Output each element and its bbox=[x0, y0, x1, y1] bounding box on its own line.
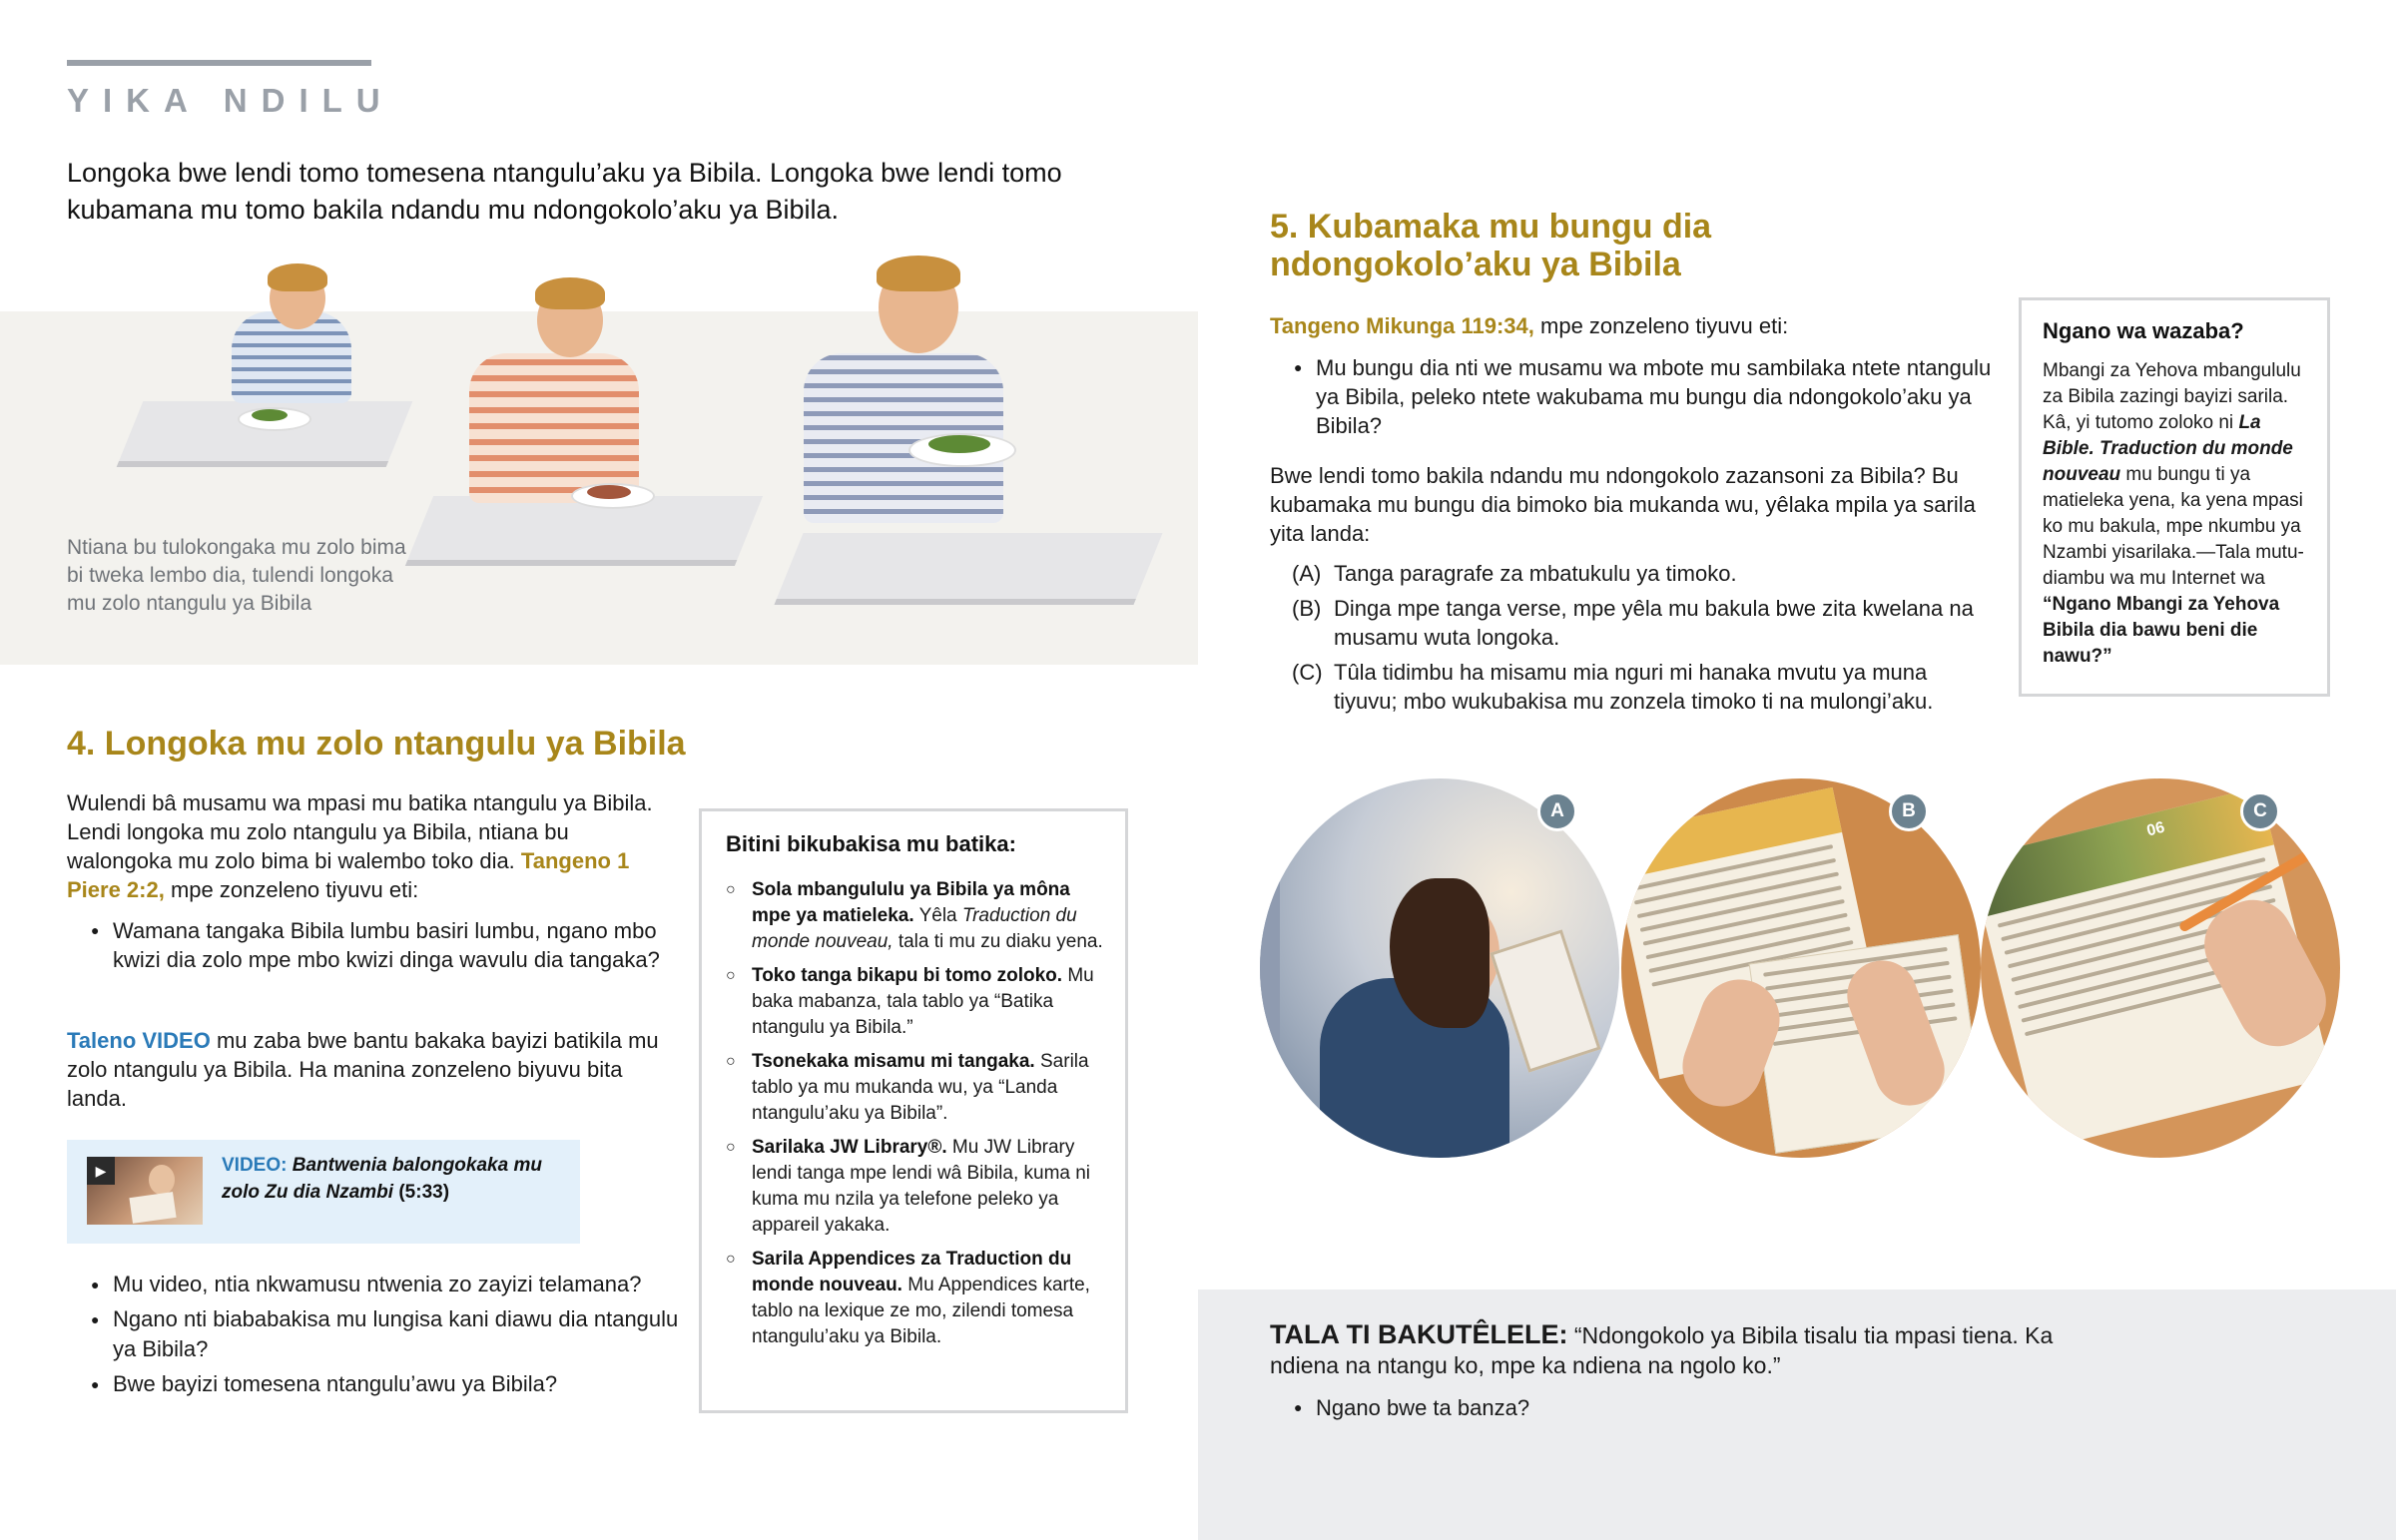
train-pole bbox=[1260, 778, 1280, 1158]
food-3 bbox=[928, 435, 990, 453]
video-card[interactable] bbox=[67, 1140, 580, 1244]
tips-list bbox=[726, 877, 1105, 1358]
tip-item bbox=[726, 963, 1105, 1041]
question-item: ● Ngano nti biababakisa mu lungisa kani diawu dia ntangulu ya Bibila? bbox=[67, 1304, 706, 1364]
tip-heading: Sola mbangululu ya Bibila ya môna mpe ya matieleka. bbox=[752, 879, 1070, 926]
lesson-number: 06 bbox=[2144, 818, 2167, 840]
tala-text bbox=[1270, 1319, 2069, 1380]
section-4-video-text bbox=[67, 1026, 666, 1113]
tip-heading: Sarilaka JW Library®. bbox=[752, 1137, 947, 1158]
video-thumbnail[interactable] bbox=[87, 1157, 203, 1225]
tip-text: Mu JW Library lendi tanga mpe lendi wâ Bibila, kuma ni kuma mu nzila ya telefone peleko ya appareil yakaka. bbox=[752, 1137, 1091, 1236]
step-text: Dinga mpe tanga verse, mpe yêla mu bakula bwe zita kwelana na musamu wuta longoka. bbox=[1334, 596, 1974, 650]
circle-b-bible-open bbox=[1621, 778, 1981, 1158]
video-prefix: VIDEO: bbox=[222, 1155, 288, 1176]
tala-quote: “Ndongokolo ya Bibila tisalu tia mpasi tiena. Ka ndiena na ntangu ko, mpe ka ndiena na ngolo ko.” bbox=[1270, 1322, 2054, 1378]
step-item bbox=[1292, 658, 1991, 716]
step-text: Tanga paragrafe za mbatukulu ya timoko. bbox=[1334, 561, 1737, 586]
badge-b: B bbox=[1889, 791, 1929, 831]
tip-text-tail: tala ti mu zu diaku yena. bbox=[893, 931, 1103, 952]
tip-heading: Tsonekaka misamu mi tangaka. bbox=[752, 1051, 1035, 1072]
tips-title: Bitini bikubakisa mu batika: bbox=[726, 831, 1016, 856]
illustration-caption: Ntiana bu tulokongaka mu zolo bima bi tweka lembo dia, tulendi longoka mu zolo ntangulu ya Bibila bbox=[67, 536, 406, 615]
circle-a-reading bbox=[1260, 778, 1619, 1158]
tala-bullet bbox=[1270, 1393, 1969, 1422]
play-icon[interactable]: ▶ bbox=[87, 1157, 115, 1185]
boy-3-hair bbox=[877, 256, 960, 291]
section-4-body-text: Wulendi bâ musamu wa mpasi mu batika ntangulu ya Bibila. Lendi longoka mu zolo ntangulu ya Bibila, ntiana bu walongoka mu zolo bima bi walembo toko dia. bbox=[67, 790, 653, 873]
circle-c-marking bbox=[1981, 778, 2340, 1158]
boy-2-hair bbox=[535, 277, 605, 309]
tip-item bbox=[726, 877, 1105, 955]
badge-a: A bbox=[1537, 791, 1577, 831]
step-key: (C) bbox=[1292, 660, 1323, 685]
section-5-title: 5. Kubamaka mu bungu dia ndongokolo’aku ya Bibila bbox=[1270, 208, 1712, 283]
tip-heading: Sarila Appendices za Traduction du monde nouveau. bbox=[752, 1249, 1072, 1295]
video-duration: (5:33) bbox=[398, 1182, 450, 1203]
section-4-title: 4. Longoka mu zolo ntangulu ya Bibila bbox=[67, 725, 686, 763]
tips-box bbox=[699, 808, 1128, 1413]
section-5-bullet bbox=[1270, 353, 2009, 440]
sidebar-text-b: mu bungu ti ya matieleka yena, ka yena mpasi ko mu bakula, mpe nkumbu ya Nzambi yisarilaka.—Tala mutu-diambu wa mu Internet wa bbox=[2043, 464, 2304, 589]
section-4-body-tail: mpe zonzeleno tiyuvu eti: bbox=[164, 877, 419, 902]
step-text: Tûla tidimbu ha misamu mia nguri mi hanaka mvutu ya muna tiyuvu; mbo wukubakisa mu zonzela timoko ti na mulongi’aku. bbox=[1334, 660, 1934, 714]
badge-c: C bbox=[2240, 791, 2280, 831]
scripture-link[interactable]: Tangeno Mikunga 119:34, bbox=[1270, 313, 1534, 338]
some-people-say-panel bbox=[1198, 1289, 2396, 1540]
tip-item bbox=[726, 1247, 1105, 1350]
bullet-item: ● Ngano bwe ta banza? bbox=[1270, 1393, 1969, 1422]
tip-item bbox=[726, 1049, 1105, 1127]
tip-text: Yêla bbox=[913, 905, 962, 926]
section-label: YIKA NDILU bbox=[67, 82, 394, 119]
intro-text: Longoka bwe lendi tomo tomesena ntangulu’aku ya Bibila. Longoka bwe lendi tomo kubamana mu tomo bakila ndandu mu ndongokolo’aku ya Bibila. bbox=[67, 158, 1062, 225]
article-link[interactable]: “Ngano Mbangi za Yehova Bibila dia bawu beni die nawu?” bbox=[2043, 594, 2280, 667]
video-title-text: Bantwenia balongokaka mu zolo Zu dia Nzambi bbox=[222, 1155, 542, 1203]
tip-item bbox=[726, 1135, 1105, 1239]
boy-2-shirt bbox=[469, 353, 639, 503]
bullet-item: ● Mu bungu dia nti we musamu wa mbote mu sambilaka ntete ntangulu ya Bibila, peleko ntete wakubama mu bungu dia ndongokolo’aku ya Bibila? bbox=[1270, 353, 2009, 440]
table-2 bbox=[405, 496, 763, 566]
food-2 bbox=[587, 485, 631, 499]
table-3 bbox=[774, 533, 1162, 605]
tala-label: TALA TI BAKUTÊLELE: bbox=[1270, 1319, 1568, 1349]
discussion-questions bbox=[67, 1270, 706, 1404]
did-you-know-box bbox=[2019, 297, 2330, 697]
section-5-paragraph: Bwe lendi tomo bakila ndandu mu ndongokolo zazansoni za Bibila? Bu kubamaka mu bungu dia bimoko bia mukanda wu, yêlaka mpila ya sarila yita landa: bbox=[1270, 463, 1976, 546]
question-item: ● Bwe bayizi tomesena ntangulu’awu ya Bibila? bbox=[67, 1369, 706, 1399]
sidebar-title: Ngano wa wazaba? bbox=[2043, 318, 2244, 343]
header-rule bbox=[67, 60, 371, 66]
food-1 bbox=[252, 409, 288, 421]
section-4-body bbox=[67, 788, 666, 904]
section-5-read-tail: mpe zonzeleno tiyuvu eti: bbox=[1533, 313, 1789, 338]
tip-text: Mu Appendices karte, tablo na lexique ze mo, zilendi tomesa ntangulu’aku ya Bibila. bbox=[752, 1275, 1090, 1347]
tip-text: Sarila tablo ya mu mukanda wu, ya “Landa ntangulu’aku ya Bibila”. bbox=[752, 1051, 1089, 1124]
scripture-link[interactable]: Tangeno 1 Piere 2:2, bbox=[67, 848, 630, 902]
tip-heading: Toko tanga bikapu bi tomo zoloko. bbox=[752, 965, 1063, 986]
bullet-item: ● Wamana tangaka Bibila lumbu basiri lumbu, ngano mbo kwizi dia zolo mpe mbo kwizi dinga wavulu dia tangaka? bbox=[67, 916, 666, 974]
boy-1-hair bbox=[268, 263, 327, 291]
bible-title: La Bible. Traduction du monde nouveau bbox=[2043, 412, 2293, 485]
sidebar-text-a: Mbangi za Yehova mbangululu za Bibila zazingi bayizi sarila. Kâ, yi tutomo zoloko ni bbox=[2043, 360, 2301, 433]
video-text-tail: mu zaba bwe bantu bakaka bayizi batikila mu zolo ntangulu ya Bibila. Ha manina zonzeleno biyuvu bita landa. bbox=[67, 1028, 659, 1111]
book-in-hand bbox=[129, 1192, 176, 1224]
step-key: (B) bbox=[1292, 596, 1322, 621]
video-title[interactable] bbox=[222, 1152, 571, 1206]
section-5-read bbox=[1270, 311, 2009, 340]
study-steps bbox=[1292, 559, 1991, 722]
tip-italic: Traduction du monde nouveau, bbox=[752, 905, 1077, 952]
step-item bbox=[1292, 594, 1991, 652]
question-item: ● Mu video, ntia nkwamusu ntwenia zo zayizi telamana? bbox=[67, 1270, 706, 1299]
step-key: (A) bbox=[1292, 561, 1322, 586]
video-link[interactable]: Taleno VIDEO bbox=[67, 1028, 211, 1053]
girl-face bbox=[149, 1165, 175, 1195]
sidebar-text bbox=[2043, 358, 2310, 670]
step-item bbox=[1292, 559, 1991, 588]
tip-text: Mu baka mabanza, tala tablo ya “Batika ntangulu ya Bibila.” bbox=[752, 965, 1094, 1038]
section-4-bullet bbox=[67, 916, 666, 974]
